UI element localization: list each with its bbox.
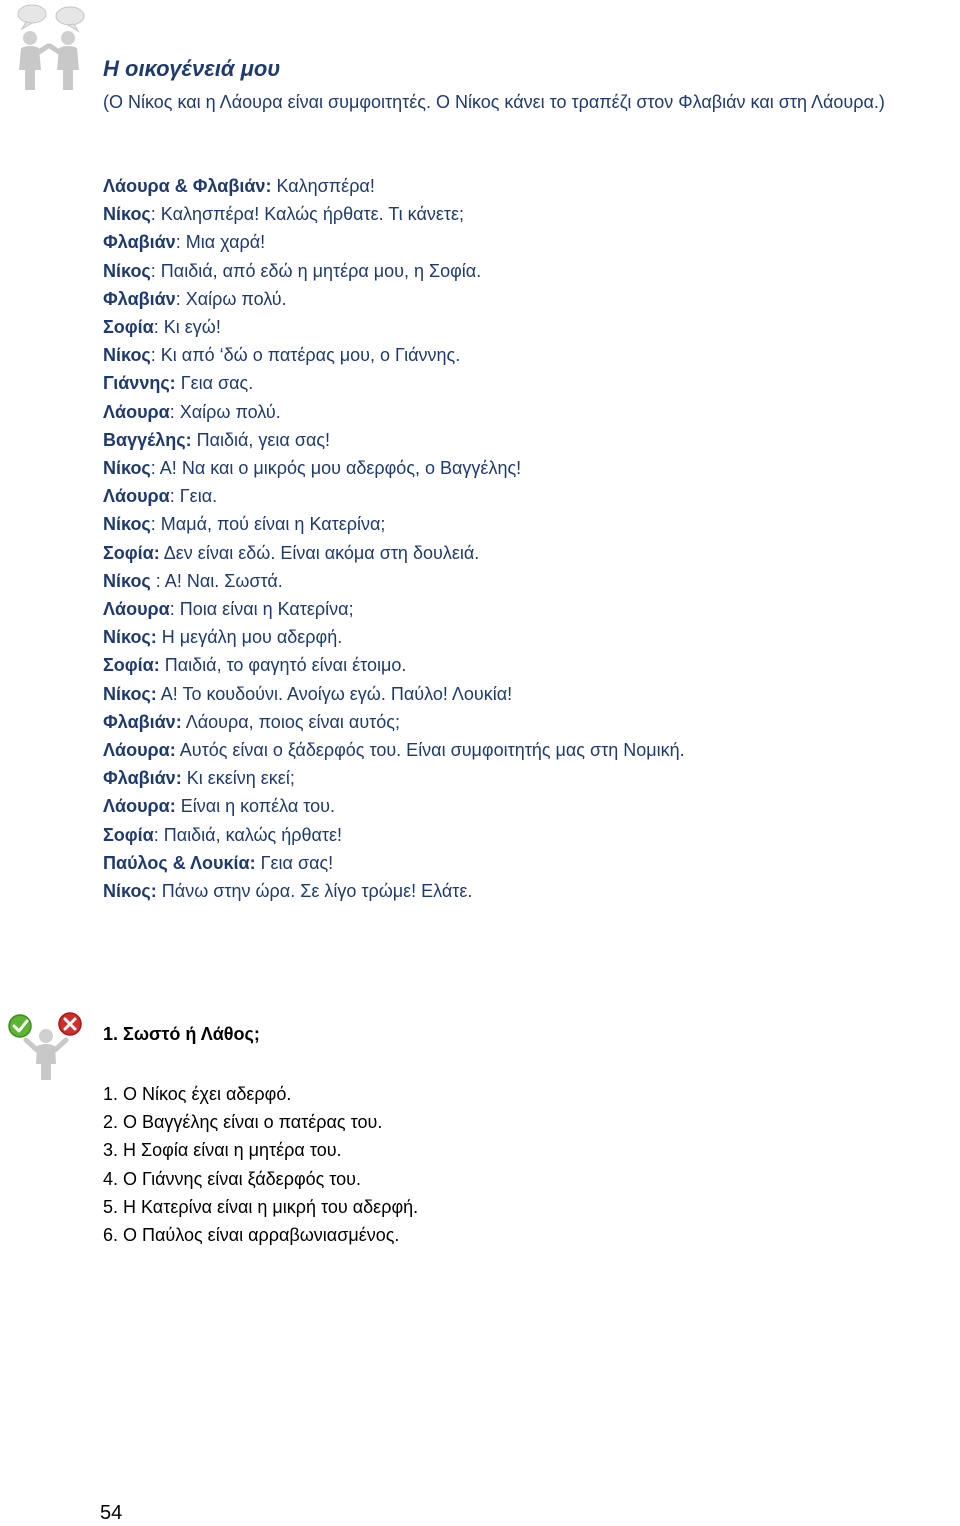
statement-item: 6. Ο Παύλος είναι αρραβωνιασμένος.	[103, 1225, 400, 1246]
line-text: Δεν είναι εδώ. Είναι ακόμα στη δουλειά.	[159, 542, 480, 563]
dialogue	[103, 172, 943, 905]
line-text: : Χαίρω πολύ.	[169, 401, 281, 422]
speaker-name: Νίκος	[103, 514, 151, 535]
dialogue-line	[103, 651, 943, 679]
speaker-name: Λάουρα & Φλαβιάν:	[103, 176, 272, 196]
speaker-name: Λάουρα	[103, 599, 170, 620]
dialogue-line	[103, 369, 943, 397]
dialogue-line	[103, 313, 943, 341]
intro-text: (Ο Νίκος και η Λάουρα είναι συμφοιτητές. Ο Νίκος κάνει το τραπέζι στον Φλαβιάν και στη Λάουρα.)	[103, 92, 885, 112]
dialogue-line	[103, 877, 943, 905]
line-text: Παιδιά, το φαγητό είναι έτοιμο.	[159, 655, 407, 676]
statement-item: 4. Ο Γιάννης είναι ξάδερφός του.	[103, 1168, 362, 1189]
statement-item: 2. Ο Βαγγέλης είναι ο πατέρας του.	[103, 1112, 383, 1133]
line-text: : Κι εγώ!	[153, 317, 221, 338]
speaker-name: Νίκος:	[103, 683, 157, 704]
speaker-name: Φλαβιάν:	[103, 711, 182, 732]
line-text: : Α! Να και ο μικρός μου αδερφός, ο Βαγγέλης!	[150, 458, 522, 479]
dialogue-line	[103, 285, 943, 313]
dialogue-line	[103, 595, 943, 623]
speaker-name: Φλαβιάν:	[103, 768, 182, 789]
dialogue-line	[103, 257, 943, 285]
dialogue-line	[103, 764, 943, 792]
line-text: Είναι η κοπέλα του.	[175, 796, 335, 817]
statement-item: 5. Η Κατερίνα είναι η μικρή του αδερφή.	[103, 1196, 419, 1217]
speaker-name: Φλαβιάν	[103, 288, 176, 309]
speaker-name: Λάουρα:	[103, 796, 176, 817]
speaker-name: Βαγγέλης:	[103, 429, 192, 450]
speaker-name: Νίκος	[103, 458, 151, 479]
dialogue-line	[103, 172, 943, 200]
speaker-name: Σοφία:	[103, 655, 160, 676]
dialogue-line	[103, 623, 943, 651]
line-text: Α! Το κουδούνι. Ανοίγω εγώ. Παύλο! Λουκία!	[156, 683, 513, 704]
dialogue-line	[103, 426, 943, 454]
speaker-name: Νίκος:	[103, 627, 157, 648]
speaker-name: Λάουρα	[103, 486, 170, 507]
dialogue-line	[103, 341, 943, 369]
dialogue-line	[103, 849, 943, 877]
line-text: : Κι από ‘δώ ο πατέρας μου, ο Γιάννης.	[150, 345, 461, 366]
page-number: 54	[100, 1502, 123, 1524]
line-text: : Γεια.	[169, 486, 218, 507]
line-text: : Α! Ναι. Σωστά.	[150, 570, 283, 591]
dialogue-line	[103, 792, 943, 820]
dialogue-line	[103, 200, 943, 228]
speaker-name: Νίκος	[103, 570, 151, 591]
speaker-name: Νίκος	[103, 345, 151, 366]
dialogue-line	[103, 821, 943, 849]
dialogue-line	[103, 736, 943, 764]
dialogue-line	[103, 680, 943, 708]
exercise-statements	[103, 1080, 803, 1249]
line-text: : Καλησπέρα! Καλώς ήρθατε. Τι κάνετε;	[150, 204, 465, 225]
two-people-talking-icon	[8, 2, 90, 94]
dialogue-line	[103, 398, 943, 426]
line-text: : Χαίρω πολύ.	[175, 288, 287, 309]
speaker-name: Παύλος & Λουκία:	[103, 852, 256, 873]
speaker-name: Νίκος	[103, 260, 151, 281]
line-text: Γεια σας!	[255, 852, 334, 873]
speaker-name: Λάουρα	[103, 401, 170, 422]
true-false-person-icon	[4, 1010, 88, 1080]
speaker-name: Λάουρα:	[103, 740, 176, 761]
line-text: Αυτός είναι ο ξάδερφός του. Είναι συμφοιτητής μας στη Νομική.	[175, 740, 685, 761]
dialogue-line	[103, 228, 943, 256]
line-text: Λάουρα, ποιος είναι αυτός;	[181, 711, 400, 732]
line-text: Κι εκείνη εκεί;	[181, 768, 295, 789]
dialogue-line	[103, 482, 943, 510]
dialogue-line	[103, 454, 943, 482]
speaker-name: Φλαβιάν	[103, 232, 176, 253]
line-text: Γεια σας.	[175, 373, 254, 394]
dialogue-line	[103, 510, 943, 538]
line-text: Παιδιά, γεια σας!	[191, 429, 331, 450]
speaker-name: Γιάννης:	[103, 373, 176, 394]
dialogue-line	[103, 539, 943, 567]
speaker-name: Νίκος:	[103, 881, 157, 902]
statement-item: 3. Η Σοφία είναι η μητέρα του.	[103, 1140, 342, 1161]
page-title: Η οικογένειά μου	[103, 56, 281, 81]
dialogue-line	[103, 708, 943, 736]
line-text: : Παιδιά, καλώς ήρθατε!	[153, 824, 343, 845]
speaker-name: Σοφία:	[103, 542, 160, 563]
exercise-title: 1. Σωστό ή Λάθος;	[103, 1024, 260, 1044]
statement-item: 1. Ο Νίκος έχει αδερφό.	[103, 1084, 292, 1104]
speaker-name: Σοφία	[103, 317, 154, 338]
speaker-name: Νίκος	[103, 204, 151, 225]
dialogue-line	[103, 567, 943, 595]
line-text: : Ποια είναι η Κατερίνα;	[169, 599, 354, 620]
line-text: : Παιδιά, από εδώ η μητέρα μου, η Σοφία.	[150, 260, 482, 281]
line-text: : Μια χαρά!	[175, 232, 266, 253]
line-text: Καλησπέρα!	[271, 176, 375, 196]
speaker-name: Σοφία	[103, 824, 154, 845]
line-text: Πάνω στην ώρα. Σε λίγο τρώμε! Ελάτε.	[156, 881, 473, 902]
line-text: : Μαμά, πού είναι η Κατερίνα;	[150, 514, 386, 535]
line-text: Η μεγάλη μου αδερφή.	[156, 627, 343, 648]
